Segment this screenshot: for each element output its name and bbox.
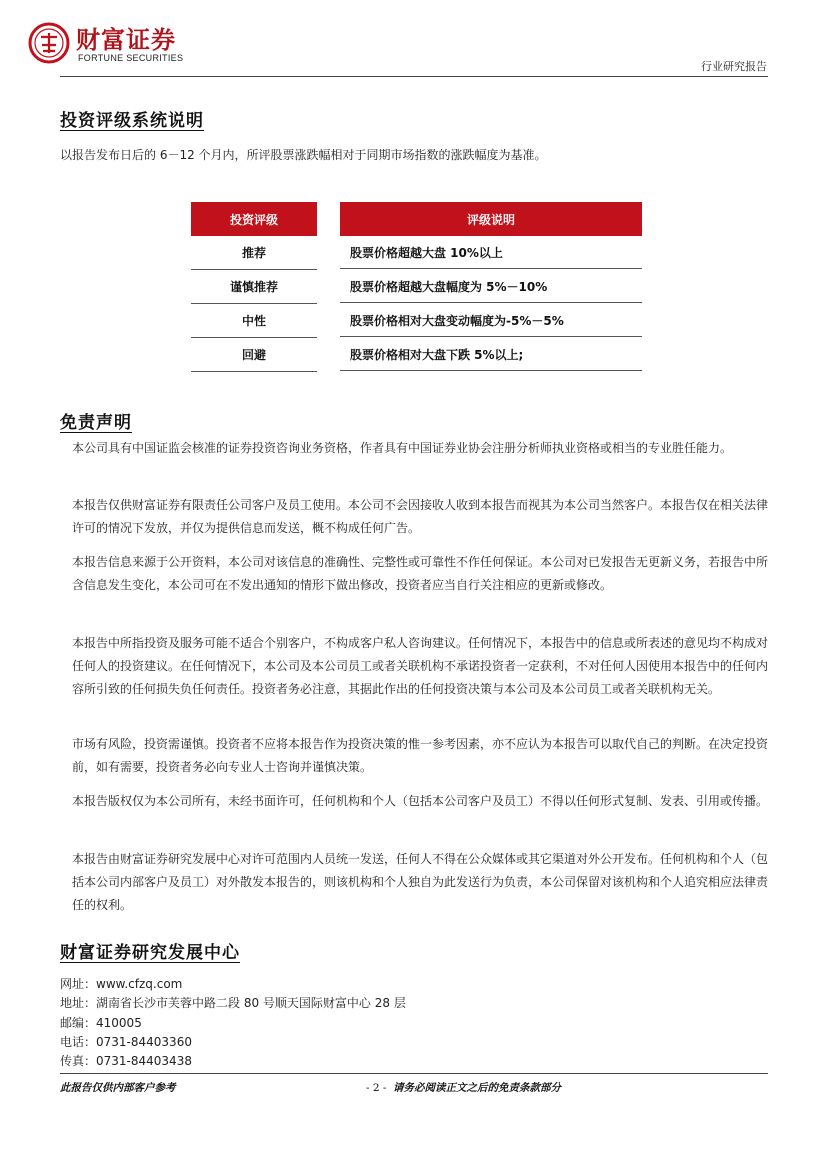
logo-text-cn: 财富证券 [76, 25, 176, 54]
footer-disclaimer-note: 请务必阅读正文之后的免责条款部分 [393, 1082, 561, 1094]
description-cell: 股票价格超越大盘幅度为 5%－10% [340, 270, 642, 303]
description-cell: 股票价格相对大盘下跌 5%以上; [340, 338, 642, 371]
rating-cell: 谨慎推荐 [191, 270, 317, 304]
research-center-title: 财富证券研究发展中心 [60, 943, 240, 963]
disclaimer-paragraph: 本报告信息来源于公开资料，本公司对该信息的准确性、完整性或可靠性不作任何保证。本公司对已发报告无更新义务，若报告中所含信息发生变化，本公司可在不发出通知的情形下做出修改，投资者应当自行关注相应的更新或修改。 [72, 555, 769, 592]
table-row [191, 304, 642, 338]
description-cell: 股票价格超越大盘 10%以上 [340, 236, 642, 269]
contact-phone-value: 0731-84403360 [96, 1035, 192, 1049]
header-divider [60, 76, 768, 77]
contact-website-value: www.cfzq.com [96, 977, 183, 991]
rating-cell: 中性 [191, 304, 317, 338]
disclaimer-paragraph: 本报告版权仅为本公司所有，未经书面许可，任何机构和个人（包括本公司客户及员工）不得以任何形式复制、发表、引用或传播。 [72, 794, 769, 808]
description-cell: 股票价格相对大盘变动幅度为-5%－5% [340, 304, 642, 337]
contact-address-value: 湖南省长沙市芙蓉中路二段 80 号顺天国际财富中心 28 层 [96, 996, 406, 1010]
footer-divider [60, 1073, 768, 1074]
disclaimer-paragraph: 本报告仅供财富证券有限责任公司客户及员工使用。本公司不会因接收人收到本报告而视其为本公司当然客户。本报告仅在相关法律许可的情况下发放，并仅为提供信息而发送，概不构成任何广告。 [72, 498, 769, 535]
contact-postcode-value: 410005 [96, 1016, 142, 1030]
footer-internal-note: 此报告仅供内部客户参考 [60, 1082, 176, 1094]
disclaimer-paragraph: 本报告由财富证券研究发展中心对许可范围内人员统一发送，任何人不得在公众媒体或其它渠道对外公开发布。任何机构和个人（包括本公司内部客户及员工）对外散发本报告的，则该机构和个人独自为此发送行为负责，本公司保留对该机构和个人追究相应法律责任的权利。 [72, 852, 769, 912]
rating-section-title: 投资评级系统说明 [60, 111, 204, 131]
rating-table-header-description: 评级说明 [340, 202, 642, 236]
rating-table [191, 202, 642, 370]
table-row [191, 338, 642, 372]
contact-address [60, 994, 406, 1011]
contact-label: 邮编： [60, 1016, 97, 1030]
rating-cell: 推荐 [191, 236, 317, 270]
contact-phone [60, 1033, 192, 1050]
page-number: - 2 - [366, 1082, 387, 1094]
rating-table-header-rating: 投资评级 [191, 202, 317, 236]
logo-mark-icon [28, 22, 70, 64]
contact-fax [60, 1052, 192, 1069]
contact-label: 网址： [60, 977, 97, 991]
logo-text-en: FORTUNE SECURITIES [78, 53, 184, 63]
contact-label: 电话： [60, 1035, 97, 1049]
contact-label: 传真： [60, 1054, 97, 1068]
report-type-label: 行业研究报告 [701, 60, 767, 73]
disclaimer-title: 免责声明 [60, 413, 132, 433]
disclaimer-paragraph: 本报告中所指投资及服务可能不适合个别客户，不构成客户私人咨询建议。任何情况下，本报告中的信息或所表述的意见均不构成对任何人的投资建议。在任何情况下，本公司及本公司员工或者关联机构不承诺投资者一定获利，不对任何人因使用本报告中的任何内容所引致的任何损失负任何责任。投资者务必注意，其据此作出的任何投资决策与本公司及本公司员工或者关联机构无关。 [72, 636, 769, 696]
rating-cell: 回避 [191, 338, 317, 372]
disclaimer-paragraph: 本公司具有中国证监会核准的证券投资咨询业务资格，作者具有中国证券业协会注册分析师执业资格或相当的专业胜任能力。 [72, 441, 733, 455]
rating-intro-text: 以报告发布日后的 6－12 个月内，所评股票涨跌幅相对于同期市场指数的涨跌幅度为基准。 [60, 148, 547, 162]
contact-website [60, 975, 182, 992]
contact-fax-value: 0731-84403438 [96, 1054, 192, 1068]
contact-label: 地址： [60, 996, 97, 1010]
table-row [191, 236, 642, 270]
table-row [191, 270, 642, 304]
contact-postcode [60, 1014, 142, 1031]
disclaimer-paragraph: 市场有风险，投资需谨慎。投资者不应将本报告作为投资决策的惟一参考因素，亦不应认为本报告可以取代自己的判断。在决定投资前，如有需要，投资者务必向专业人士咨询并谨慎决策。 [72, 737, 769, 774]
